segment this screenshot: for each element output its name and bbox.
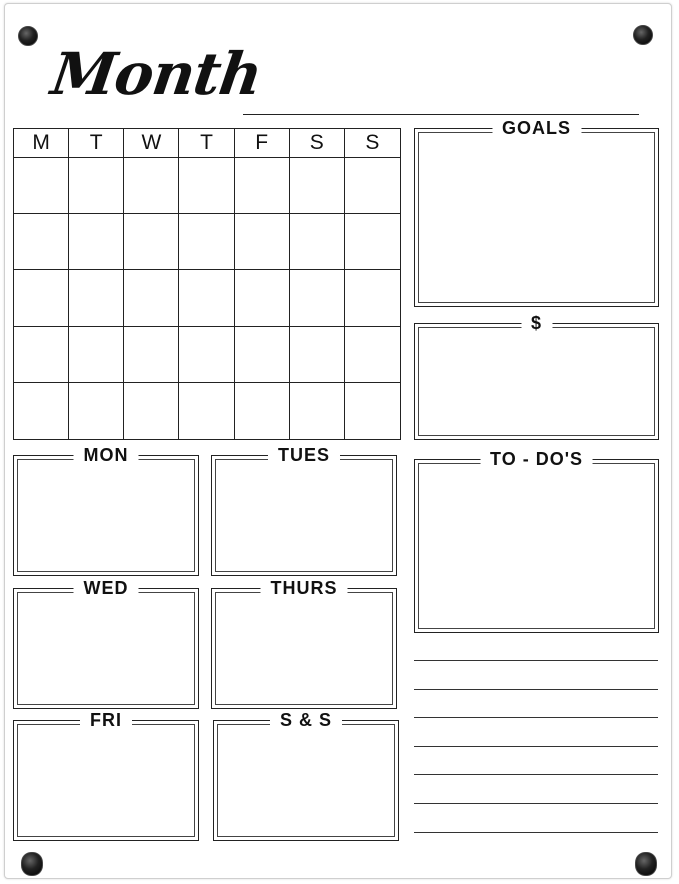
calendar-day-cell[interactable] (290, 214, 345, 270)
weekend-inner-frame (217, 724, 395, 837)
calendar-day-cell[interactable] (124, 327, 179, 383)
goals-box[interactable] (414, 118, 659, 307)
calendar-day-cell[interactable] (69, 214, 124, 270)
todos-label: TO - DO'S (480, 449, 593, 469)
calendar-day-header: S (345, 129, 400, 158)
todo-write-line[interactable] (414, 689, 658, 690)
goals-inner-frame (418, 132, 655, 303)
mon-inner-frame (17, 459, 195, 572)
wed-box[interactable] (13, 578, 199, 709)
calendar-day-cell[interactable] (69, 383, 124, 439)
money-inner-frame (418, 327, 655, 436)
todo-write-line[interactable] (414, 803, 658, 804)
todo-write-line[interactable] (414, 746, 658, 747)
calendar-day-cell[interactable] (124, 270, 179, 326)
goals-label: GOALS (492, 118, 581, 138)
calendar-day-cell[interactable] (179, 327, 234, 383)
tues-box[interactable] (211, 445, 397, 576)
calendar-day-header: M (14, 129, 69, 158)
calendar-day-header: T (69, 129, 124, 158)
todo-write-line[interactable] (414, 832, 658, 833)
weekend-box[interactable] (213, 710, 399, 841)
calendar-day-header: T (179, 129, 234, 158)
calendar-day-cell[interactable] (179, 214, 234, 270)
calendar-day-cell[interactable] (345, 158, 400, 214)
calendar-day-cell[interactable] (290, 383, 345, 439)
calendar-day-cell[interactable] (290, 270, 345, 326)
calendar-day-cell[interactable] (345, 327, 400, 383)
calendar-day-cell[interactable] (14, 214, 69, 270)
fri-box[interactable] (13, 710, 199, 841)
thurs-label: THURS (261, 578, 348, 598)
calendar-day-cell[interactable] (179, 383, 234, 439)
calendar-day-cell[interactable] (124, 214, 179, 270)
calendar-day-cell[interactable] (235, 327, 290, 383)
tues-label: TUES (268, 445, 340, 465)
todos-inner-frame (418, 463, 655, 629)
top-left-screw-icon (18, 26, 38, 46)
todo-write-line[interactable] (414, 717, 658, 718)
calendar-day-cell[interactable] (14, 158, 69, 214)
bottom-left-screw-icon (21, 852, 43, 876)
tues-inner-frame (215, 459, 393, 572)
mon-box[interactable] (13, 445, 199, 576)
calendar-day-cell[interactable] (235, 383, 290, 439)
calendar-day-cell[interactable] (14, 327, 69, 383)
money-box[interactable] (414, 313, 659, 440)
calendar-day-cell[interactable] (179, 270, 234, 326)
thurs-box[interactable] (211, 578, 397, 709)
calendar-day-cell[interactable] (14, 270, 69, 326)
todos-box[interactable] (414, 449, 659, 633)
wed-inner-frame (17, 592, 195, 705)
todo-write-line[interactable] (414, 774, 658, 775)
todo-write-line[interactable] (414, 660, 658, 661)
calendar-day-cell[interactable] (69, 158, 124, 214)
mon-label: MON (74, 445, 139, 465)
calendar-day-header: F (235, 129, 290, 158)
month-write-line[interactable] (243, 114, 639, 115)
thurs-inner-frame (215, 592, 393, 705)
calendar-day-cell[interactable] (124, 158, 179, 214)
calendar-day-cell[interactable] (345, 383, 400, 439)
fri-label: FRI (80, 710, 132, 730)
calendar-day-cell[interactable] (345, 270, 400, 326)
weekend-label: S & S (270, 710, 342, 730)
calendar-day-cell[interactable] (235, 214, 290, 270)
wed-label: WED (74, 578, 139, 598)
calendar-day-cell[interactable] (290, 158, 345, 214)
calendar-day-cell[interactable] (179, 158, 234, 214)
calendar-day-cell[interactable] (124, 383, 179, 439)
todo-lines (414, 660, 658, 860)
top-right-screw-icon (633, 25, 653, 45)
calendar-day-cell[interactable] (69, 327, 124, 383)
calendar-day-header: S (290, 129, 345, 158)
fri-inner-frame (17, 724, 195, 837)
calendar-day-cell[interactable] (14, 383, 69, 439)
calendar-day-cell[interactable] (235, 158, 290, 214)
month-title: Month (47, 40, 266, 108)
monthly-calendar-grid (13, 128, 401, 440)
calendar-day-cell[interactable] (345, 214, 400, 270)
calendar-day-cell[interactable] (235, 270, 290, 326)
calendar-day-cell[interactable] (290, 327, 345, 383)
calendar-day-header: W (124, 129, 179, 158)
money-label: $ (521, 313, 552, 333)
calendar-day-cell[interactable] (69, 270, 124, 326)
